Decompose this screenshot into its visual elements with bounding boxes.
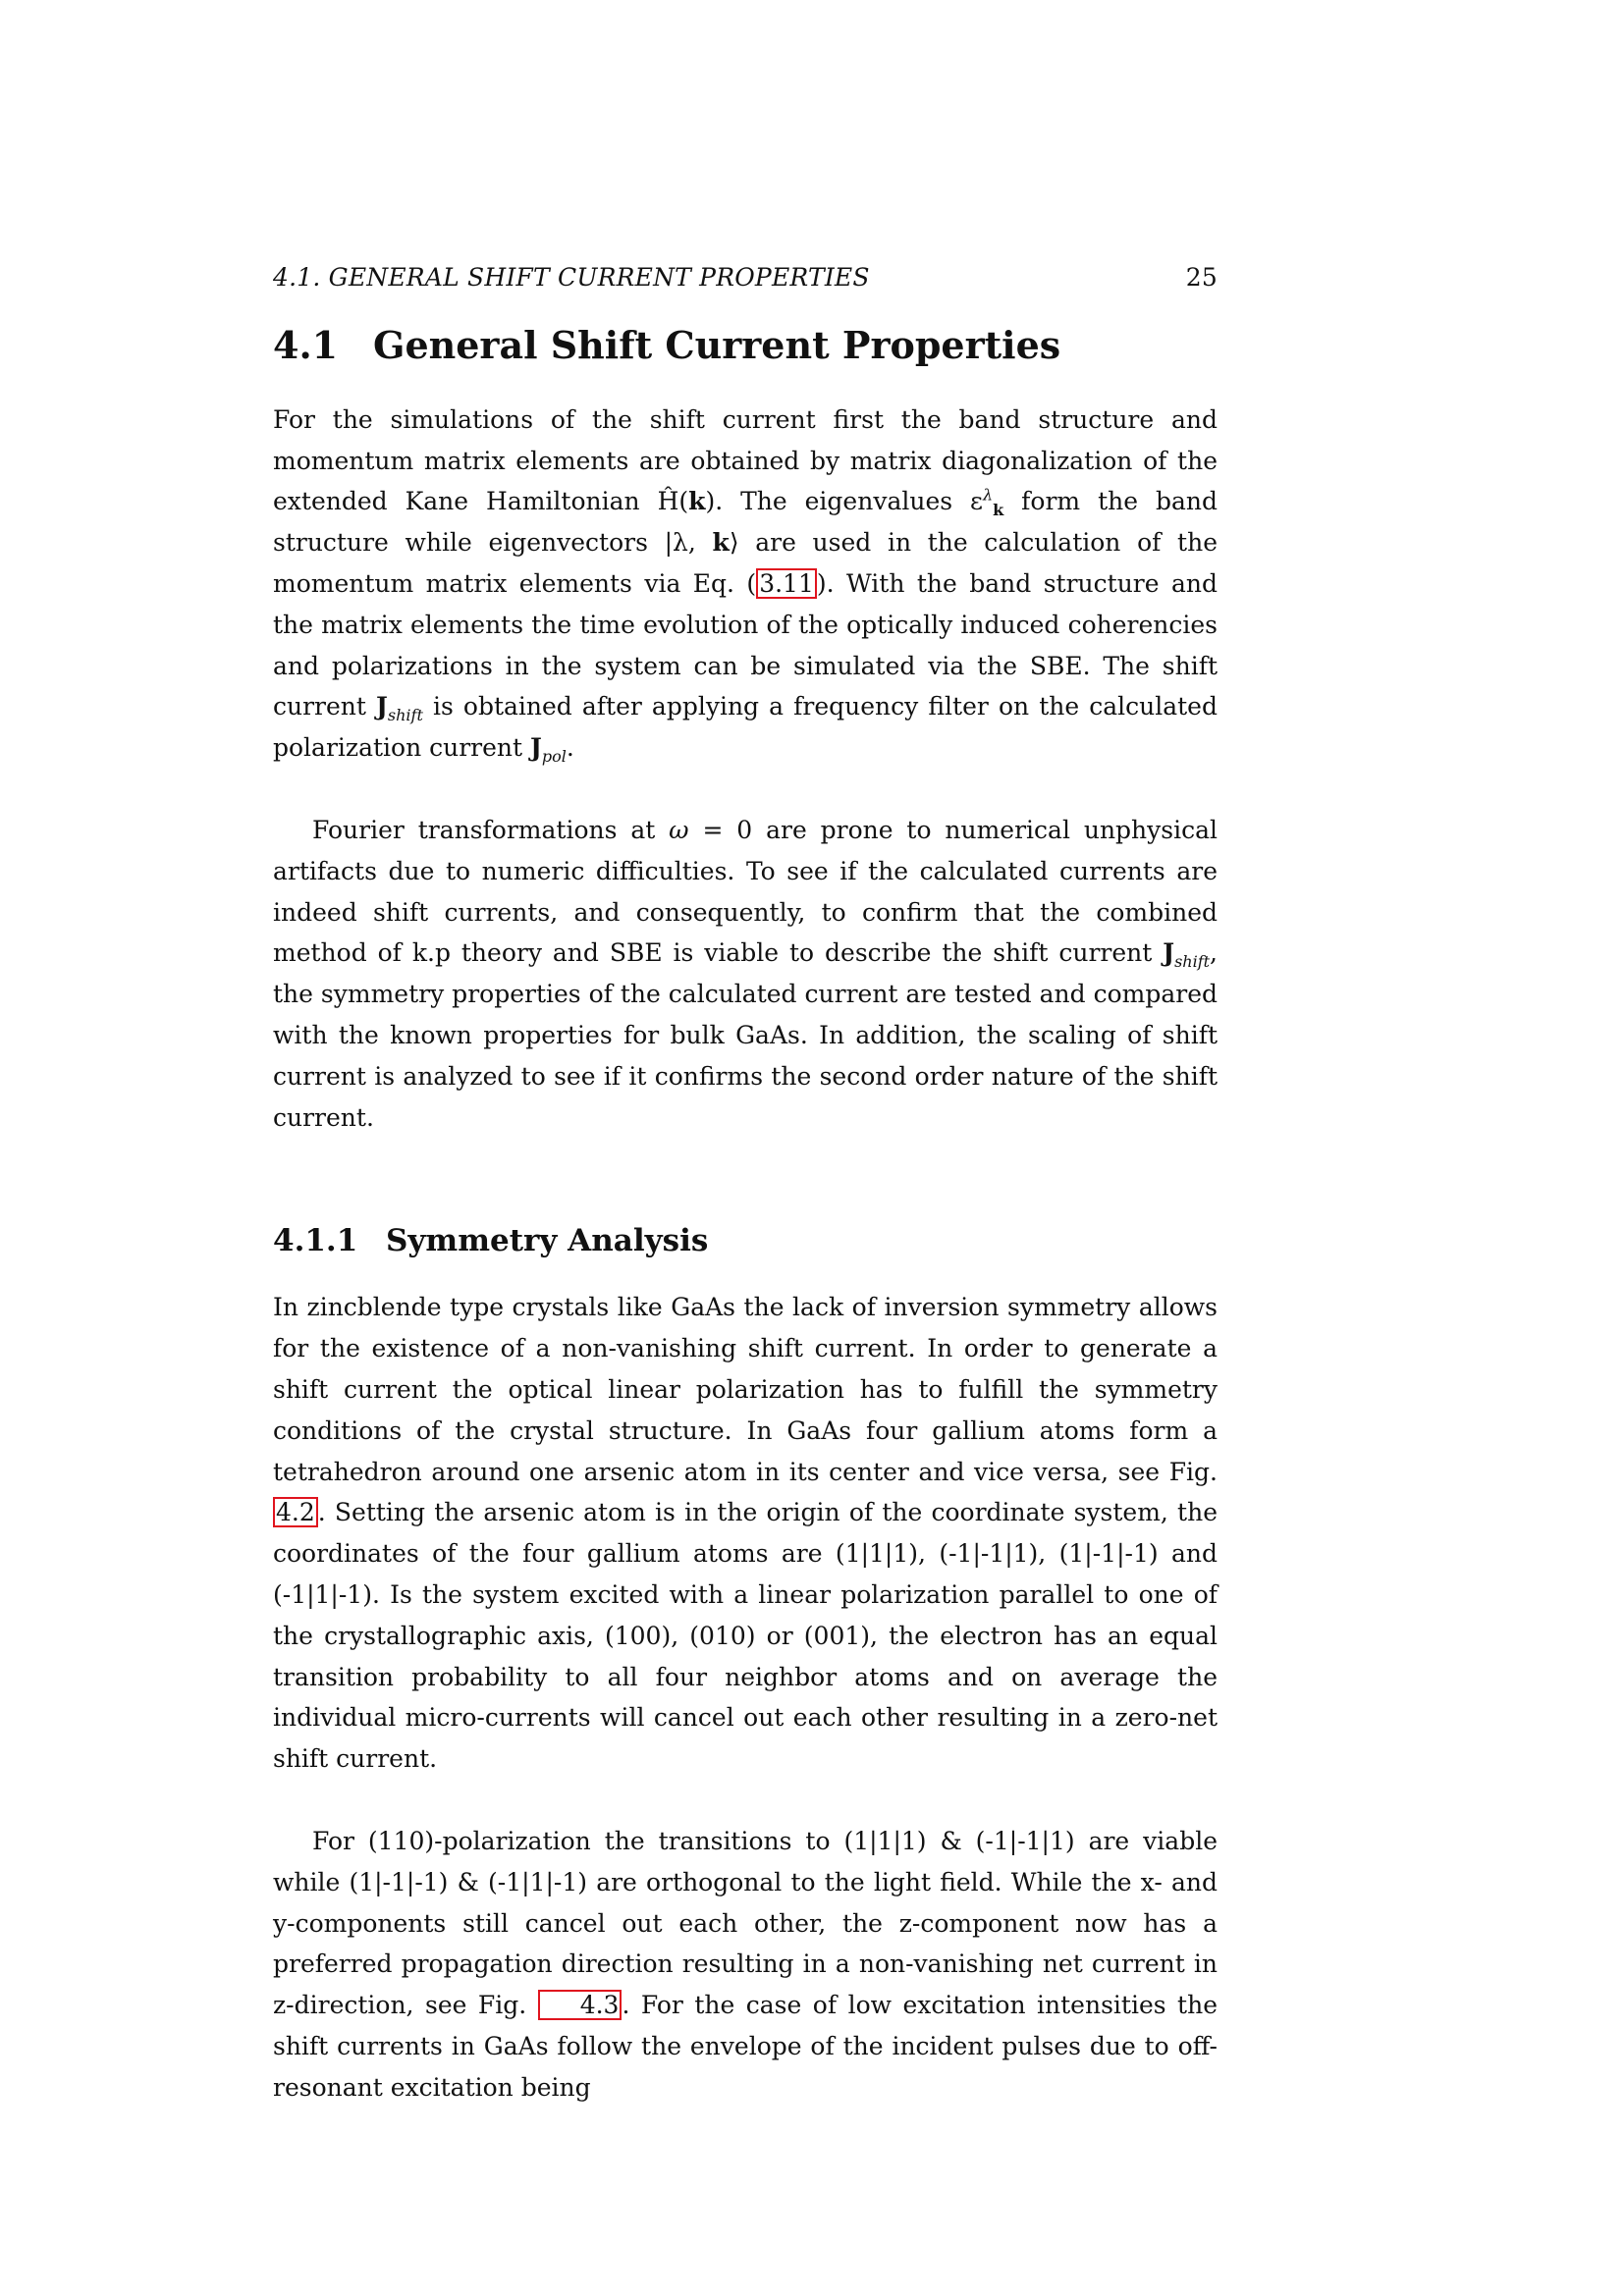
figure-reference-link[interactable]: 4.2 — [273, 1497, 318, 1527]
text: is obtained after applying a frequency filter on the calculated polarization current — [273, 692, 1218, 763]
math-subscript: k — [993, 501, 1004, 520]
math-J: J — [530, 733, 542, 763]
paragraph-3 — [273, 1287, 1218, 1780]
subsection-number: 4.1.1 — [273, 1223, 358, 1259]
section-number: 4.1 — [273, 323, 339, 367]
text: . For the case of low excitation intensities the shift currents in GaAs follow the envelope of the incident pulses due to off-resonant excitation being — [273, 1991, 1218, 2102]
math-subscript: pol — [541, 747, 567, 767]
paragraph-2 — [273, 810, 1218, 1138]
math-k: k — [688, 487, 706, 516]
text: Fourier transformations at — [312, 815, 670, 844]
text: ). The eigenvalues ε — [705, 487, 983, 516]
math-subscript: shift — [1174, 952, 1211, 972]
section-heading — [273, 325, 1218, 366]
paragraph-1 — [273, 400, 1218, 769]
text: . Setting the arsenic atom is in the origin of the coordinate system, the coordinates of the four gallium atoms are (1|1|1), (-1|-1|1), (1|-1|-1) and (-1|1|-1). Is the system excited with a linear polarization parallel to one of the crystallographic axis, (100), (010) or (001), the electron has an equal transition probability to all four neighbor atoms and on average the individual micro-currents will cancel out each other resulting in a zero-net shift current. — [273, 1498, 1218, 1774]
text: form the band structure while eigenvectors |λ, — [273, 487, 1218, 558]
text: = 0 are prone to numerical unphysical artifacts due to numeric difficulties. To see if the calculated currents are indeed shift currents, and consequently, to confirm that the combined method of k.p theory and SBE is viable to describe the shift current — [273, 815, 1218, 968]
text: For (110)-polarization the transitions to (1|1|1) & (-1|-1|1) are viable while (1|-1|-1) & (-1|1|-1) are orthogonal to the light field. While the x- and y-components still cancel out each other, the z-component now has a preferred propagation direction resulting in a non-vanishing net current in z-direction, see Fig. — [273, 1827, 1218, 2020]
page-number: 25 — [1185, 263, 1218, 292]
running-header — [273, 263, 1218, 292]
section-title: General Shift Current Properties — [373, 323, 1061, 367]
math-k: k — [712, 528, 730, 558]
text: In zincblende type crystals like GaAs the lack of inversion symmetry allows for the existence of a non-vanishing shift current. In order to generate a shift current the optical linear polarization has to fulfill the symmetry conditions of the crystal structure. In GaAs four gallium atoms form a tetrahedron around one arsenic atom in its center and vice versa, see Fig. — [273, 1293, 1218, 1486]
text: ⟩ are used in the calculation of the momentum matrix elements via Eq. ( — [273, 528, 1218, 598]
running-title: 4.1. GENERAL SHIFT CURRENT PROPERTIES — [273, 263, 870, 292]
math-J: J — [376, 692, 388, 721]
subsection-heading — [273, 1224, 1218, 1257]
math-superscript: λ — [982, 486, 994, 506]
text: For the simulations of the shift current first the band structure and momentum matrix elements are obtained by matrix diagonalization of the extended Kane Hamiltonian Ĥ( — [273, 404, 1218, 516]
text: ). With the band structure and the matrix elements the time evolution of the optically induced coherencies and polarizations in the system can be simulated via the SBE. The shift current — [273, 568, 1218, 721]
math-subscript: shift — [387, 706, 423, 725]
math-omega: ω — [669, 815, 689, 844]
page-body — [273, 263, 1218, 2109]
subsection-title: Symmetry Analysis — [386, 1223, 709, 1259]
equation-reference-link[interactable]: 3.11 — [756, 568, 817, 599]
figure-reference-link[interactable]: 4.3 — [538, 1990, 623, 2020]
math-J: J — [1163, 938, 1175, 968]
paragraph-4 — [273, 1821, 1218, 2109]
text: , the symmetry properties of the calculated current are tested and compared with the known properties for bulk GaAs. In addition, the scaling of shift current is analyzed to see if it confirms the second order nature of the shift current. — [273, 938, 1218, 1132]
text: . — [566, 733, 574, 763]
